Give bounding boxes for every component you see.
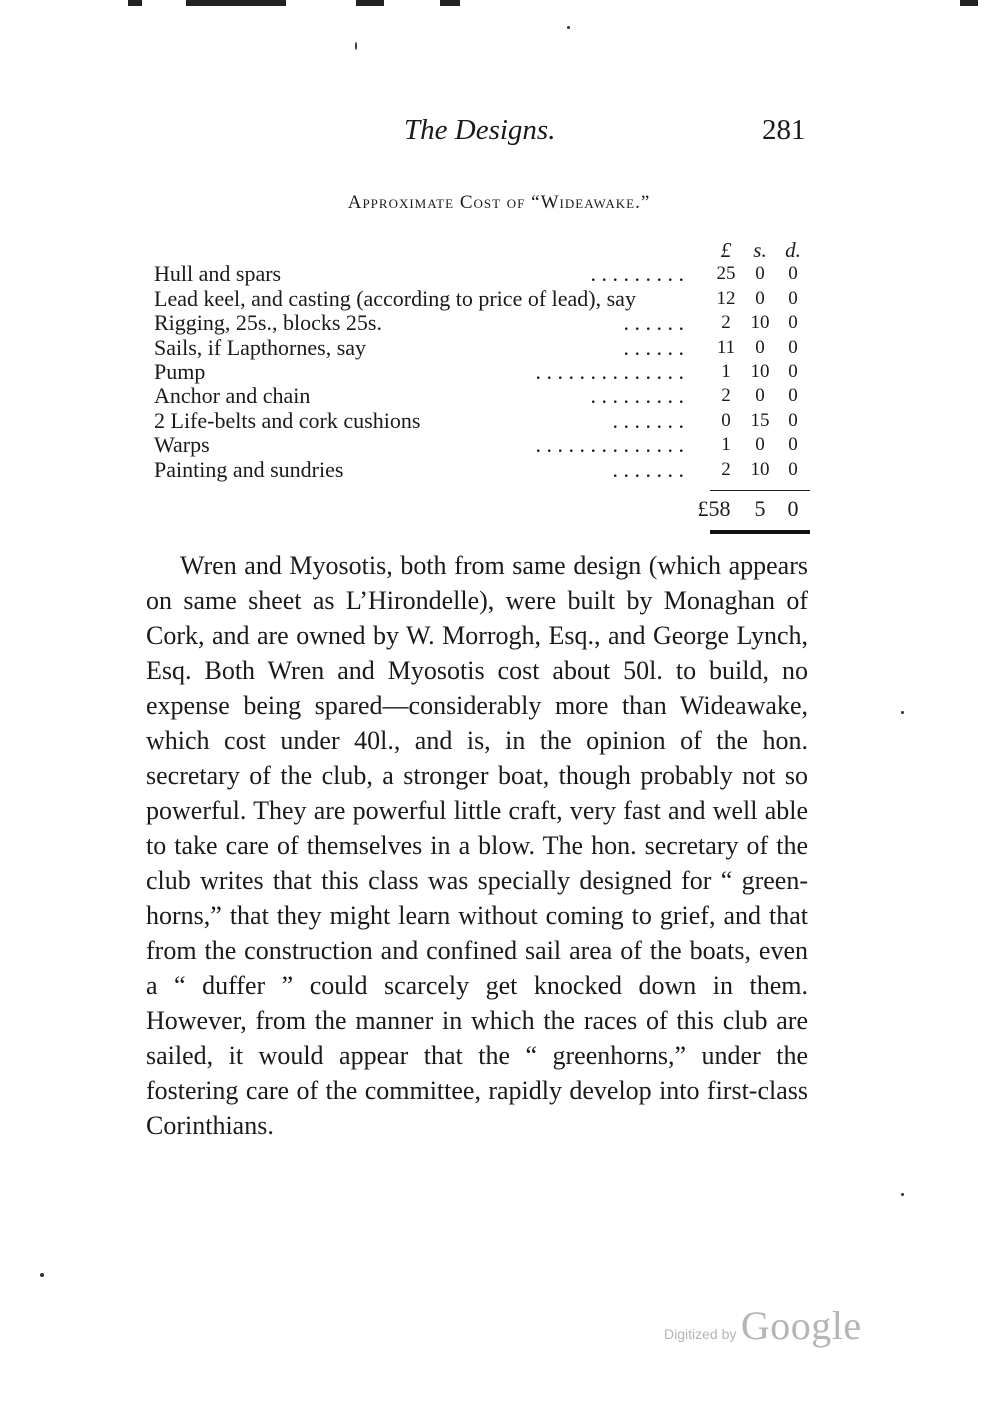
table-row (154, 384, 814, 408)
scan-speck (567, 26, 570, 29)
scan-speck (901, 1193, 904, 1196)
shillings-cell: 0 (755, 336, 765, 358)
digitized-by-google-watermark (664, 1302, 862, 1349)
item-label: Warps (154, 432, 210, 458)
page-header (0, 114, 988, 154)
total-row (154, 496, 814, 526)
table-row (154, 311, 814, 335)
pounds-cell: 25 (716, 263, 736, 285)
scan-edge-mark (440, 0, 460, 6)
dot-leaders: . . . . . . . (612, 456, 684, 482)
scan-speck (40, 1273, 44, 1277)
table-row (154, 458, 814, 482)
scan-speck (901, 711, 904, 714)
shillings-cell: 0 (755, 263, 765, 285)
running-title: The Designs. (404, 114, 556, 146)
total-shillings: 5 (754, 496, 766, 521)
scan-edge-mark (128, 0, 142, 6)
dot-leaders: . . . . . . . . . . . . . . (535, 432, 684, 458)
table-header-row (154, 238, 814, 262)
dot-leaders: . . . . . . . . . (590, 261, 684, 287)
table-row (154, 360, 814, 384)
item-label: Lead keel, and casting (according to price of lead), say (154, 285, 636, 311)
shillings-cell: 0 (755, 287, 765, 309)
total-pounds: £58 (697, 496, 731, 521)
scan-edge-mark (186, 0, 286, 6)
item-label: 2 Life-belts and cork cushions (154, 407, 421, 433)
pounds-cell: 1 (721, 360, 731, 382)
pence-cell: 0 (788, 312, 798, 334)
pounds-cell: 2 (721, 458, 731, 480)
dot-leaders: . . . . . . . . . . . . . . (535, 358, 684, 384)
pence-cell: 0 (788, 287, 798, 309)
cost-table (154, 238, 814, 482)
column-header-pounds: £ (720, 238, 732, 262)
scan-edge-mark (960, 0, 978, 6)
shillings-cell: 10 (750, 458, 770, 480)
item-label: Hull and spars (154, 261, 282, 287)
watermark-prefix: Digitized by (664, 1326, 737, 1342)
sum-rule (710, 490, 810, 491)
shillings-cell: 10 (750, 360, 770, 382)
dot-leaders: . . . . . . (623, 310, 684, 336)
pounds-cell: 12 (716, 287, 736, 309)
pence-cell: 0 (788, 434, 798, 456)
google-logo: Google (740, 1303, 862, 1348)
item-label: Painting and sundries (154, 456, 344, 482)
pence-cell: 0 (788, 336, 798, 358)
pounds-cell: 2 (721, 385, 731, 407)
scan-speck (355, 42, 357, 50)
pence-cell: 0 (788, 409, 798, 431)
pounds-cell: 2 (721, 312, 731, 334)
shillings-cell: 10 (750, 312, 770, 334)
paragraph-text: Wren and Myosotis, both from same design (which appears on same sheet as L’Hirondelle), were built by Monaghan of Cork, and are owned by W. Morrogh, Esq., and George Lynch, Esq. Both Wren and Myosotis cost about 50l. to build, no expense being spared—considerably more than Wideawake, which cost under 40l., and is, in the opinion of the hon. secretary of the club, a stronger boat, though probably not so powerful. They are powerful little craft, very fast and well able to take care of themselves in a blow. The hon. secretary of the club writes that this class was specially designed for “ green-horns,” that they might learn without coming to grief, and that from the construction and confined sail area of the boats, even a “ duffer ” could scarcely get knocked down in them. However, from the manner in which the races of this club are sailed, it would appear that the “ greenhorns,” under the fostering care of the committee, rapidly develop into first-class Corinthians. (146, 551, 808, 1140)
table-title: Approximate Cost of “Wideawake.” (347, 192, 651, 213)
total-double-rule (710, 530, 810, 534)
total-pence: 0 (787, 496, 799, 521)
pounds-cell: 0 (721, 409, 731, 431)
item-label: Pump (154, 358, 206, 384)
pence-cell: 0 (788, 360, 798, 382)
shillings-cell: 15 (750, 409, 770, 431)
scan-edge-mark (356, 0, 384, 6)
shillings-cell: 0 (755, 434, 765, 456)
item-label: Rigging, 25s., blocks 25s. (154, 310, 382, 336)
table-row (154, 262, 814, 286)
shillings-cell: 0 (755, 385, 765, 407)
pounds-cell: 1 (721, 434, 731, 456)
pence-cell: 0 (788, 263, 798, 285)
dot-leaders: . . . . . . . . . (590, 383, 684, 409)
table-row (154, 409, 814, 433)
dot-leaders: . . . . . . (623, 334, 684, 360)
page-number: 281 (762, 114, 806, 146)
pence-cell: 0 (788, 385, 798, 407)
body-paragraph (146, 548, 808, 1143)
dot-leaders: . . . . . . . (612, 407, 684, 433)
pence-cell: 0 (788, 458, 798, 480)
table-row (154, 336, 814, 360)
pounds-cell: 11 (716, 336, 736, 358)
column-header-shillings: s. (753, 238, 767, 262)
table-row (154, 287, 814, 311)
table-row (154, 433, 814, 457)
item-label: Sails, if Lapthornes, say (154, 334, 367, 360)
column-header-pence: d. (785, 238, 801, 262)
item-label: Anchor and chain (154, 383, 311, 409)
